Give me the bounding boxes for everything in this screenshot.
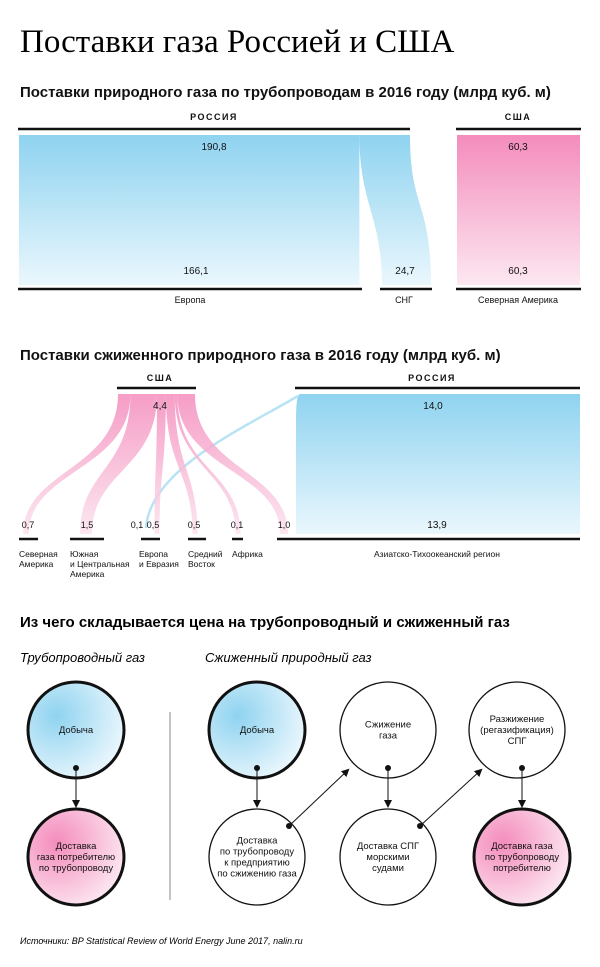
lng-step-2-label: газа (378, 730, 398, 742)
flow-russia-europe (19, 135, 359, 285)
dest-label-4-line: Африка (232, 549, 263, 559)
dest-label-3-line: Восток (188, 559, 215, 569)
price-section-title: Из чего складывается цена на трубопроводный и сжиженный газ (20, 614, 510, 631)
dest-label-2-line: Европа (139, 549, 168, 559)
source-label-usa: США (504, 112, 532, 122)
lng-step-4-label: (регазификация) (480, 725, 554, 736)
dest-label-1-line: Южная (70, 549, 99, 559)
pipeline-step-delivery-label: по трубопроводу (38, 863, 114, 874)
value-russia-total: 14,0 (423, 401, 443, 412)
dest-label-1-line: Америка (70, 569, 105, 579)
dest-label-north-america: Северная Америка (478, 295, 558, 305)
lng-step-5-label: потребителю (493, 863, 551, 874)
source-label-usa: США (146, 373, 174, 383)
lng-step-2-label: Сжижение (364, 719, 412, 731)
pipeline-chart (18, 84, 581, 305)
lng-step-5-label: Доставка газа (491, 841, 553, 852)
source-label-russia: РОССИЯ (408, 373, 456, 383)
lng-step-1-label: к предприятию (224, 857, 290, 869)
lng-step-4-label: Разжижение (489, 714, 545, 725)
dest-label-0-line: Америка (19, 559, 54, 569)
lng-step-3-label: морскими (366, 852, 410, 863)
value-label-1: 1,5 (80, 520, 94, 530)
value-label-6: 1,0 (277, 520, 291, 530)
value-label-0: 0,7 (21, 520, 35, 530)
value-label-3: 0,5 (146, 520, 160, 530)
lng-step-3-label: судами (372, 863, 404, 874)
value-label-4: 0,5 (187, 520, 201, 530)
lng-gas-heading: Сжиженный природный газ (205, 650, 372, 665)
page-title: Поставки газа Россией и США (20, 24, 455, 60)
value-russia-europe: 166,1 (183, 266, 209, 277)
lng-chart-title: Поставки сжиженного природного газа в 2016 году (млрд куб. м) (20, 347, 501, 364)
dest-label-3-line: Средний (188, 549, 223, 559)
source-label-russia: РОССИЯ (190, 112, 238, 122)
dest-label-5-line: Азиатско-Тихоокеанский регион (374, 549, 500, 559)
price-flow-diagram (28, 682, 570, 905)
pipeline-gas-heading: Трубопроводный газ (20, 650, 145, 665)
pipeline-step-delivery-label: газа потребителю (36, 852, 116, 863)
lng-arrow-3 (420, 770, 481, 826)
value-label-2: 0,1 (130, 520, 144, 530)
pipeline-step-delivery-label: Доставка (55, 841, 97, 852)
lng-step-3-label: Доставка СПГ (356, 841, 420, 852)
dest-label-1-line: и Центральная (70, 559, 130, 569)
flow-usa-north-america (457, 135, 580, 285)
value-usa-total: 4,4 (153, 401, 167, 412)
flow-usa-2 (155, 394, 166, 534)
dest-label-2-line: и Евразия (139, 559, 179, 569)
value-usa-north-america: 60,3 (508, 266, 528, 277)
value-russia-total: 190,8 (201, 142, 227, 153)
lng-step-1-label: Доставка (236, 835, 278, 847)
dest-label-cis: СНГ (395, 295, 413, 305)
pipeline-step-extraction-label: Добыча (58, 725, 94, 736)
lng-arrow-1 (289, 770, 348, 826)
value-label-5: 0,1 (230, 520, 244, 530)
flow-russia-asia-pacific (296, 394, 580, 534)
value-russia-asia-pacific: 13,9 (427, 520, 447, 531)
value-usa-total: 60,3 (508, 142, 528, 153)
source-note: Источники: BP Statistical Review of World Energy June 2017, nalin.ru (20, 936, 303, 946)
lng-chart (19, 347, 580, 579)
value-russia-cis: 24,7 (395, 266, 415, 277)
flow-russia-cis (359, 135, 431, 285)
dest-label-europe: Европа (174, 295, 206, 305)
pipeline-chart-title: Поставки природного газа по трубопроводам в 2016 году (млрд куб. м) (20, 84, 551, 101)
lng-step-5-label: по трубопроводу (484, 852, 560, 863)
lng-step-1-label: по сжижению газа (217, 868, 297, 880)
lng-step-1-label: по трубопроводу (219, 846, 295, 858)
lng-step-4-label: СПГ (507, 736, 527, 747)
dest-label-0-line: Северная (19, 549, 58, 559)
lng-step-0-label: Добыча (239, 725, 275, 736)
